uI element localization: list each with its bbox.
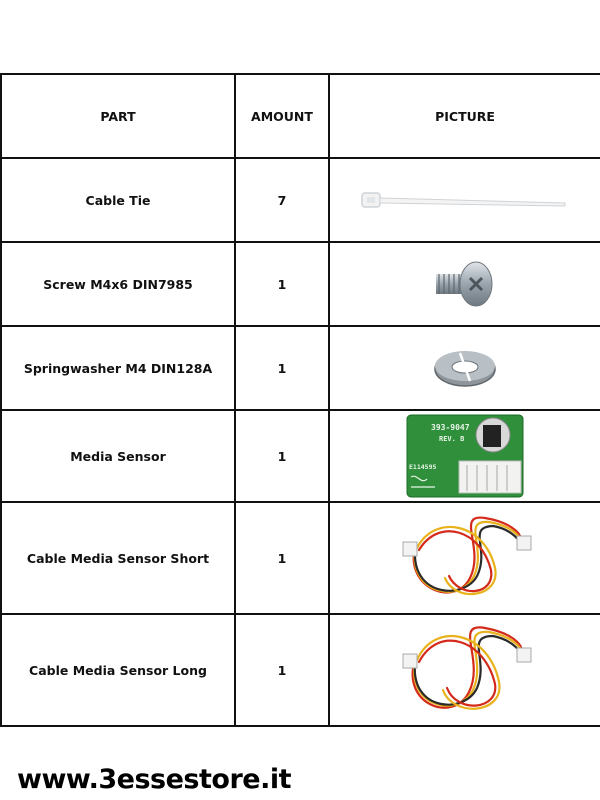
table-row	[1, 158, 600, 242]
media-sensor-board-icon	[405, 413, 525, 499]
part-amount: 7	[235, 158, 329, 242]
part-name: Cable Media Sensor Long	[1, 614, 235, 726]
cable-long-icon	[395, 620, 535, 720]
springwasher-icon	[430, 345, 500, 391]
cable-tie-icon	[360, 185, 570, 215]
cable-short-icon	[395, 508, 535, 608]
screw-icon	[430, 258, 500, 310]
pcb-label-top: 393-9047	[431, 423, 470, 432]
part-amount: 1	[235, 242, 329, 326]
table-header-row	[1, 74, 600, 158]
part-amount: 1	[235, 614, 329, 726]
table-row	[1, 502, 600, 614]
part-name: Springwasher M4 DIN128A	[1, 326, 235, 410]
part-name: Media Sensor	[1, 410, 235, 502]
part-amount: 1	[235, 502, 329, 614]
website-url: www.3essestore.it	[17, 764, 291, 795]
header-picture: PICTURE	[329, 74, 600, 158]
header-part: PART	[1, 74, 235, 158]
part-picture	[329, 410, 600, 502]
parts-table	[0, 73, 600, 727]
pcb-label-id: E114595	[409, 463, 437, 471]
part-amount: 1	[235, 410, 329, 502]
part-picture	[329, 158, 600, 242]
table-row	[1, 410, 600, 502]
table-row	[1, 614, 600, 726]
part-picture	[329, 326, 600, 410]
part-picture	[329, 502, 600, 614]
header-amount: AMOUNT	[235, 74, 329, 158]
part-name: Cable Media Sensor Short	[1, 502, 235, 614]
table-row	[1, 242, 600, 326]
pcb-label-rev: REV. B	[439, 435, 465, 443]
part-picture	[329, 242, 600, 326]
table-row	[1, 326, 600, 410]
part-name: Cable Tie	[1, 158, 235, 242]
part-picture	[329, 614, 600, 726]
part-amount: 1	[235, 326, 329, 410]
part-name: Screw M4x6 DIN7985	[1, 242, 235, 326]
